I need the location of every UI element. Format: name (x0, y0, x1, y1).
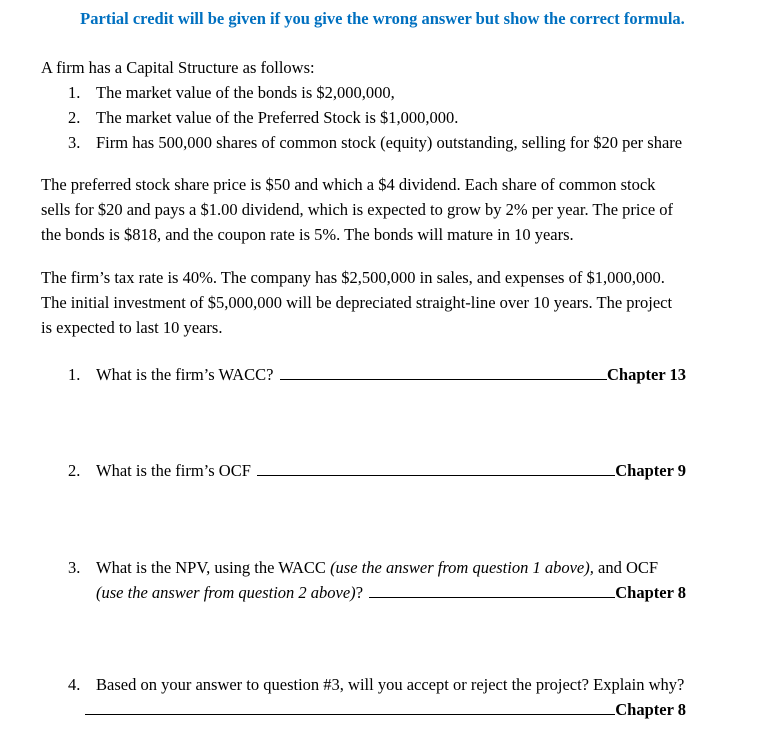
question-line-2 (96, 580, 686, 605)
intro-lead: A firm has a Capital Structure as follows: (41, 58, 315, 77)
parenthetical-italic: (use the answer from question 2 above) (96, 583, 356, 602)
list-item (68, 80, 682, 105)
question-text: What is the firm’s WACC? (96, 365, 274, 384)
answer-blank-q4[interactable] (85, 713, 615, 715)
list-number: 2. (68, 108, 81, 127)
paragraph-line: The firm’s tax rate is 40%. The company has $2,500,000 in sales, and expenses of $1,000,000. (41, 268, 665, 287)
question-2-ocf (68, 458, 686, 483)
paragraph-line: The initial investment of $5,000,000 will be depreciated straight-line over 10 years. The project (41, 293, 673, 312)
paragraph-line: the bonds is $818, and the coupon rate is 5%. The bonds will mature in 10 years. (41, 225, 574, 244)
question-text: What is the firm’s OCF (96, 461, 251, 480)
list-text: The market value of the bonds is $2,000,000, (96, 83, 395, 102)
list-item (68, 105, 682, 130)
question-number: 2. (68, 461, 81, 480)
question-text: (use the answer from question 2 above)? (96, 583, 364, 602)
answer-blank-q2[interactable] (257, 474, 615, 476)
list-text: The market value of the Preferred Stock is $1,000,000. (96, 108, 459, 127)
question-line-1 (68, 672, 686, 697)
list-text: Firm has 500,000 shares of common stock (equity) outstanding, selling for $20 per share (96, 133, 683, 152)
list-number: 1. (68, 83, 81, 102)
list-number: 3. (68, 133, 81, 152)
question-number: 1. (68, 365, 81, 384)
answer-blank-q1[interactable] (280, 378, 607, 380)
paragraph-line: is expected to last 10 years. (41, 318, 223, 337)
partial-credit-notice: Partial credit will be given if you give the wrong answer but show the correct formula. (80, 9, 685, 28)
question-line-2 (85, 697, 686, 722)
parenthetical-italic: (use the answer from question 1 above), (330, 558, 594, 577)
question-number: 3. (68, 558, 81, 577)
paragraph-line: sells for $20 and pays a $1.00 dividend, which is expected to grow by 2% per year. The price of (41, 200, 674, 219)
question-1-wacc (68, 362, 686, 387)
question-3-npv (68, 555, 686, 605)
chapter-ref-q1: Chapter 13 (607, 365, 686, 384)
chapter-ref-q4: Chapter 8 (615, 700, 686, 719)
paragraph-line: The preferred stock share price is $50 and which a $4 dividend. Each share of common stock (41, 175, 656, 194)
chapter-ref-q2: Chapter 9 (615, 461, 686, 480)
capital-structure-section (41, 55, 682, 155)
list-item (68, 130, 682, 155)
tax-investment-paragraph (41, 265, 672, 340)
question-line-1 (68, 555, 686, 580)
question-text: What is the NPV, using the WACC (use the answer from question 1 above), and OCF (96, 558, 659, 577)
chapter-ref-q3: Chapter 8 (615, 583, 686, 602)
question-4-accept-reject (68, 672, 686, 722)
question-number: 4. (68, 675, 81, 694)
question-text: Based on your answer to question #3, will you accept or reject the project? Explain why? (96, 675, 685, 694)
answer-blank-q3[interactable] (369, 596, 615, 598)
dividend-bond-paragraph (41, 172, 673, 247)
